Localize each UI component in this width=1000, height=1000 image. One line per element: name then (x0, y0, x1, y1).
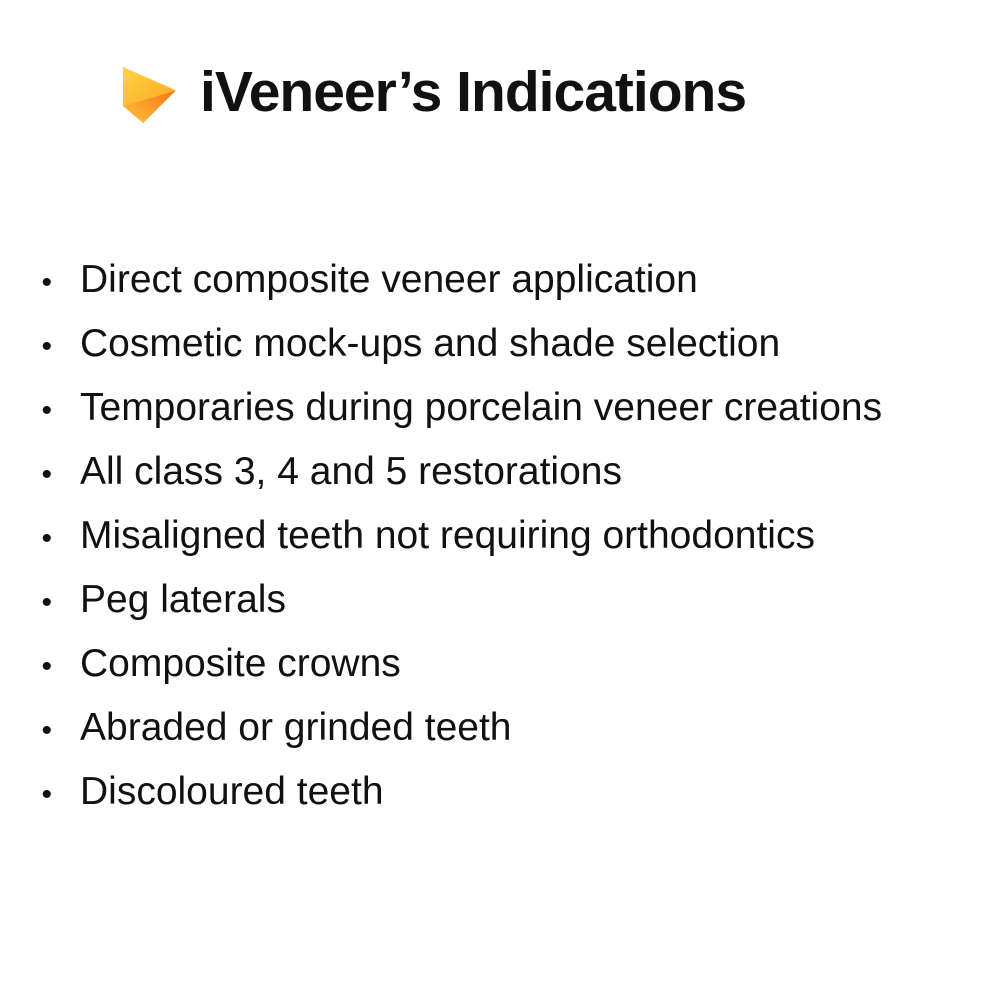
bullet-icon: • (41, 458, 52, 491)
list-item (0, 642, 1000, 706)
list-item (0, 322, 1000, 386)
list-item (0, 450, 1000, 514)
list-item-label: Composite crowns (80, 642, 401, 685)
list-item-label: Misaligned teeth not requiring orthodontics (80, 514, 815, 557)
bullet-icon: • (41, 330, 52, 363)
indications-list (0, 258, 1000, 834)
list-item-label: Direct composite veneer application (80, 258, 698, 301)
bullet-icon: • (41, 586, 52, 619)
list-item-label: Cosmetic mock-ups and shade selection (80, 322, 781, 365)
list-item (0, 258, 1000, 322)
iveneer-play-logo-icon (112, 56, 190, 134)
slide-header (0, 0, 1000, 134)
list-item-label: Peg laterals (80, 578, 286, 621)
list-item-label: Abraded or grinded teeth (80, 706, 512, 749)
list-item (0, 578, 1000, 642)
list-item (0, 706, 1000, 770)
list-item (0, 514, 1000, 578)
bullet-icon: • (41, 394, 52, 427)
list-item-label: All class 3, 4 and 5 restorations (80, 450, 622, 493)
bullet-icon: • (41, 522, 52, 555)
bullet-icon: • (41, 650, 52, 683)
bullet-icon: • (41, 266, 52, 299)
bullet-icon: • (41, 714, 52, 747)
list-item (0, 386, 1000, 450)
page-title: iVeneer’s Indications (200, 60, 747, 125)
list-item (0, 770, 1000, 834)
list-item-label: Discoloured teeth (80, 770, 384, 813)
bullet-icon: • (41, 778, 52, 811)
list-item-label: Temporaries during porcelain veneer creations (80, 386, 883, 429)
